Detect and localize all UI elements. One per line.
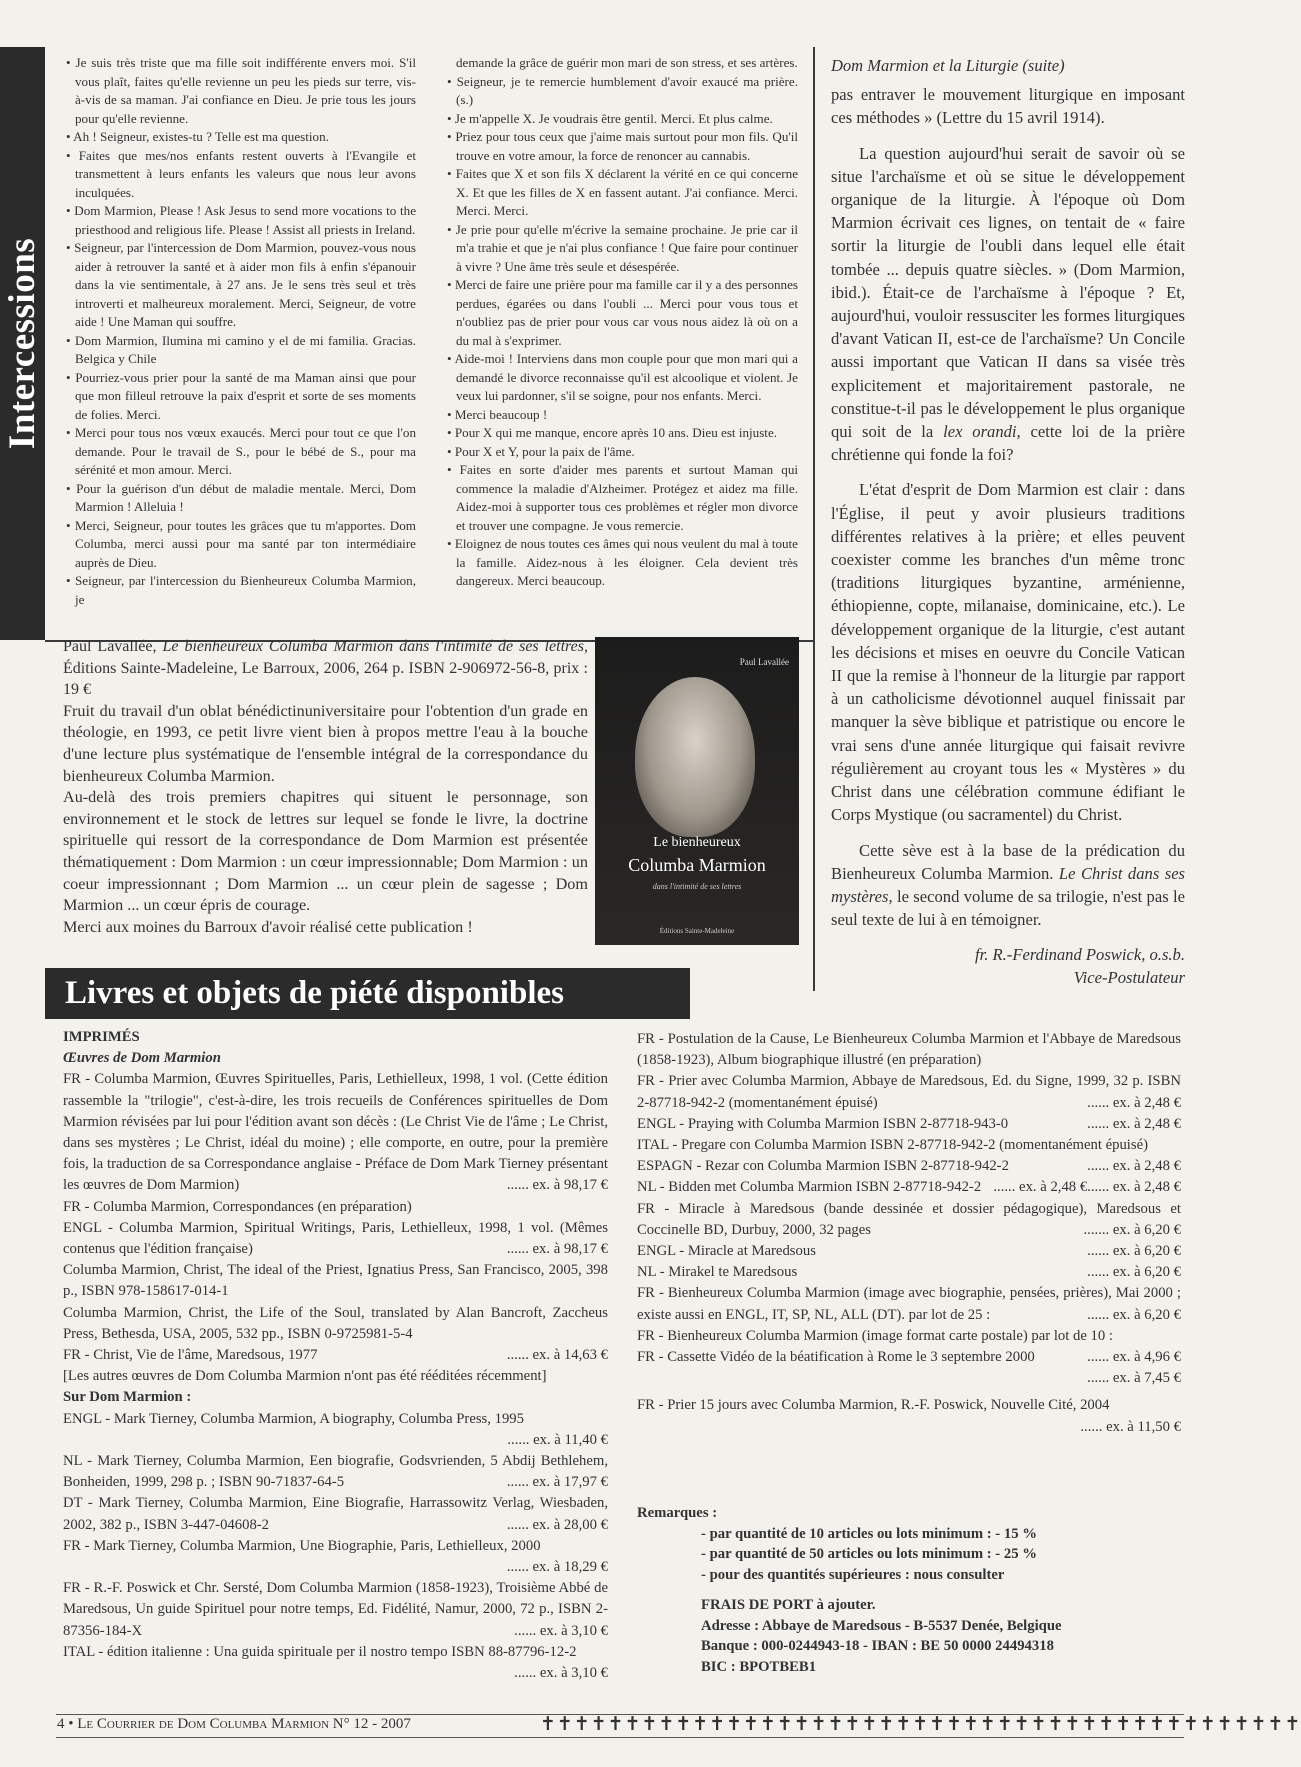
catalogue-entry: FR - Miracle à Maredsous (bande dessinée et dossier pédagogique), Maredsous et Coccinelle BD, Durbuy, 2000, 32 pages ....... ex. à 6,20 €	[637, 1200, 1181, 1238]
catalogue-entry: FR - Bienheureux Columba Marmion (image format carte postale) par lot de 10 : ...... ex. à 4,96 €	[637, 1327, 1181, 1366]
price: ...... ex. à 18,29 €	[506, 1559, 608, 1576]
cover-publisher: Éditions Sainte-Madeleine	[659, 927, 735, 935]
bic: BIC : BPOTBEB1	[701, 1658, 817, 1675]
article-liturgie	[831, 54, 1185, 989]
remark-line: - pour des quantités supérieures : nous consulter	[701, 1566, 1005, 1583]
intercession-item: • Pour X et Y, pour la paix de l'âme.	[447, 443, 798, 462]
catalogue-entry: Columba Marmion, Christ, The ideal of the Priest, Ignatius Press, San Francisco, 2005, 398 p., ISBN 978-158617-014-1	[63, 1262, 608, 1300]
page-footer: 4 • Le Courrier de Dom Columba Marmion N° 12 - 2007	[57, 1716, 411, 1732]
intercession-item: • Eloignez de nous toutes ces âmes qui nous veulent du mal à toute la famille. Aidez-nous à les éloigner. Cela devient très dangereux. Merci beaucoup.	[447, 535, 798, 591]
intercession-item: • Faites que X et son fils X déclarent la vérité en ce qui concerne X. Et que les filles de X en fassent autant. J'ai confiance. Merci. Merci. Merci.	[447, 165, 798, 221]
review-paragraph: Merci aux moines du Barroux d'avoir réalisé cette publication !	[63, 917, 473, 936]
intercession-item: • Merci, Seigneur, pour toutes les grâces que tu m'apportes. Dom Columba, merci aussi pour ma santé par ton intermédiaire auprès de Dieu.	[66, 517, 416, 573]
catalogue-entry: ENGL - Columba Marmion, Spiritual Writings, Paris, Lethielleux, 1998, 1 vol. (Mêmes contenus que l'édition française) ...... ex. à 98,17 €	[63, 1219, 608, 1258]
book-cover-image	[595, 637, 799, 945]
portrait-photo	[635, 677, 755, 837]
cover-line-1: Le bienheureux	[653, 835, 741, 850]
heading-imprimes: IMPRIMÉS	[63, 1029, 140, 1045]
cover-line-2: Columba Marmion	[628, 855, 766, 875]
intercession-item: • Je prie pour qu'elle m'écrive la semaine prochaine. Je prie car il m'a trahie et que je n'ai plus confiance ! Que faire pour continuer à vivre ? Une âme très seule et désespérée.	[447, 221, 798, 277]
remark-line: - par quantité de 10 articles ou lots minimum : - 15 %	[701, 1525, 1037, 1542]
review-paragraph: Fruit du travail d'un oblat bénédictinuniversitaire pour l'obtention d'un grade en théologie, en 1993, ce petit livre vient bien à propos mettre l'eau à la bouche d'une lecture plus systématique de l'ensemble intégral de la correspondance du bienheureux Columba Marmion.	[63, 701, 588, 785]
sidebar-banner	[0, 47, 45, 640]
catalogue-entry: FR - Postulation de la Cause, Le Bienheureux Columba Marmion et l'Abbaye de Maredsous (1858-1923), Album biographique illustré (en préparation)	[637, 1031, 1181, 1069]
intercession-item: • Faites que mes/nos enfants restent ouverts à l'Evangile et transmettent à leurs enfants les valeurs que nous leur avons inculquées.	[66, 147, 416, 203]
catalogue-entry: [Les autres œuvres de Dom Columba Marmion n'ont pas été rééditées récemment]	[63, 1368, 547, 1385]
intercessions-column-1	[66, 54, 416, 609]
intercession-item: • Merci de faire une prière pour ma famille car il y a des personnes perdues, égarées ou dans l'oubli ... Merci pour vous tous et n'oubliez pas de prier pour vous car vous nous aidez là où on a du mal à s'exprimer.	[447, 276, 798, 350]
catalogue-entry: ENGL - Miracle at Maredsous ...... ex. à 6,20 €	[637, 1243, 1181, 1260]
catalogue-right	[637, 1029, 1181, 1438]
catalogue-entry: NL - Mark Tierney, Columba Marmion, Een biografie, Godsvrienden, 5 Abdij Bethlehem, Bonheiden, 1999, 298 p. ; ISBN 90-71837-64-5 ...... ex. à 17,97 €	[63, 1453, 608, 1491]
book-review	[63, 636, 588, 938]
article-paragraph: Cette sève est à la base de la prédication du Bienheureux Columba Marmion. Le Christ dans ses mystères, le second volume de sa trilogie, n'est pas le seul texte de lui à en témoigner.	[831, 840, 1186, 930]
catalogue-entry: FR - Columba Marmion, Correspondances (en préparation)	[63, 1198, 412, 1215]
intercession-item: • Merci pour tous nos vœux exaucés. Merci pour tout ce que l'on demande. Pour le travail de S., pour le bébé de S., pour ma sérénité et mon amour. Merci.	[66, 424, 416, 480]
review-reference: Paul Lavallée, Le bienheureux Columba Marmion dans l'intimité de ses lettres, Éditions Sainte-Madeleine, Le Barroux, 2006, 264 p. ISBN 2-906972-56-8, prix : 19 €	[63, 638, 589, 699]
intercession-item: • Aide-moi ! Interviens dans mon couple pour que mon mari qui a demandé le divorce reconnaisse qu'il est alcoolique et violent. Je veux lui pardonner, s'il se soigne, pour nos enfants. Merci.	[447, 350, 798, 406]
catalogue-entry: FR - Christ, Vie de l'âme, Maredsous, 1977 ...... ex. à 14,63 €	[63, 1347, 608, 1364]
intercession-item: • Dom Marmion, Ilumina mi camino y el de mi familia. Gracias. Belgica y Chile	[66, 332, 416, 369]
remarks-label: Remarques :	[637, 1505, 718, 1521]
catalogue-entry: ENGL - Mark Tierney, Columba Marmion, A biography, Columba Press, 1995	[63, 1410, 524, 1427]
intercession-item: • Ah ! Seigneur, existes-tu ? Telle est ma question.	[66, 128, 416, 147]
intercession-item: • Seigneur, par l'intercession de Dom Marmion, pouvez-vous nous aider à retrouver la santé et à aider mon fils à enfin s'épanouir dans la vie sentimentale, à 27 ans. Je le sens très seul et très introverti et malheureux moralement. Merci, Seigneur, de votre aide ! Une Maman qui souffre.	[66, 239, 416, 332]
price: ...... ex. à 7,45 €	[1087, 1370, 1181, 1387]
catalogue-left	[63, 1027, 608, 1684]
catalogue-entry: DT - Mark Tierney, Columba Marmion, Eine Biografie, Harrassowitz Verlag, Wiesbaden, 2002, 382 p., ISBN 3-447-04608-2 ...... ex. à 28,00 €	[63, 1495, 608, 1533]
intercessions-column-2	[447, 54, 798, 591]
intercession-item: • Je m'appelle X. Je voudrais être gentil. Merci. Et plus calme.	[447, 110, 798, 129]
catalogue-entry: ENGL - Praying with Columba Marmion ISBN 2-87718-943-0 ...... ex. à 2,48 €	[637, 1115, 1181, 1132]
cover-line-3: dans l'intimité de ses lettres	[652, 882, 742, 891]
catalogue-entry: NL - Bidden met Columba Marmion ISBN 2-87718-942-2 ...... ex. à 2,48 €	[637, 1179, 1088, 1196]
catalogue-entry: ITAL - édition italienne : Una guida spirituale per il nostro tempo ISBN 88-87796-12-2 ...... ex. à 3,10 €	[63, 1643, 608, 1682]
price: ...... ex. à 11,40 €	[507, 1431, 608, 1448]
intercession-item: • Pour X qui me manque, encore après 10 ans. Dieu est injuste.	[447, 424, 798, 443]
intercession-item: • Merci beaucoup !	[447, 406, 798, 425]
bank: Banque : 000-0244943-18 - IBAN : BE 50 0000 24494318	[701, 1638, 1054, 1654]
intercession-continuation: demande la grâce de guérir mon mari de son stress, et ses artères.	[456, 55, 798, 70]
catalogue-entry: NL - Mirakel te Maredsous ...... ex. à 6,20 €	[637, 1264, 1181, 1281]
catalogue-entry: FR - Prier avec Columba Marmion, Abbaye de Maredsous, Ed. du Signe, 1999, 32 p. ISBN 2-87718-942-2 (momentanément épuisé) ...... ex. à 2,48 €	[637, 1073, 1181, 1111]
article-paragraph: pas entraver le mouvement liturgique en imposant ces méthodes » (Lettre du 15 avril 1914).	[831, 85, 1185, 128]
shipping-note: FRAIS DE PORT à ajouter.	[701, 1597, 876, 1613]
article-paragraph: L'état d'esprit de Dom Marmion est clair : dans l'Église, il peut y avoir plusieurs traditions différentes relatives à la prière; et elles peuvent coexister comme les branches d'un même tronc (traditions liturgiques byzantine, arménienne, éthiopienne, copte, milanaise, dominicaine, etc.). Le développement organique de la liturgie, c'est autant les décisions et mises en oeuvre du Concile Vatican II que la remise à l'honneur de la liturgie par rapport à un catholicisme dévotionnel auquel finissait par manquer la sève biblique et patristique ou encore le vrai sens d'une année liturgique qui faisait revivre régulièrement au croyant tous les « Mystères » du Christ dans une célébration commune édifiant le Corps Mystique (ou sacramentel) du Christ.	[831, 480, 1185, 825]
article-title: Dom Marmion et la Liturgie (suite)	[831, 56, 1065, 75]
intercession-item: • Dom Marmion, Please ! Ask Jesus to send more vocations to the priesthood and religious life. Please ! Assist all priests in Ireland.	[66, 202, 416, 239]
catalogue-entry: FR - R.-F. Poswick et Chr. Sersté, Dom Columba Marmion (1858-1923), Troisième Abbé de Maredsous, Un guide Spirituel pour notre temps, Ed. Fidélité, Namur, 2000, 72 p., ISBN 2-87356-184-X ...... ex. à 3,10 €	[63, 1580, 608, 1639]
catalogue-entry: ESPAGN - Rezar con Columba Marmion ISBN 2-87718-942-2 ...... ex. à 2,48 €	[637, 1158, 1181, 1196]
price: ...... ex. à 11,50 €	[1080, 1418, 1181, 1435]
catalogue-entry: FR - Prier 15 jours avec Columba Marmion, R.-F. Poswick, Nouvelle Cité, 2004	[637, 1397, 1110, 1414]
review-paragraph: Au-delà des trois premiers chapitres qui situent le personnage, son environnement et le stock de lettres sur lequel se fonde le livre, la doctrine spirituelle qui ressort de la correspondance de Dom Marmion est présentée thématiquement : Dom Marmion : un cœur impressionnable; Dom Marmion : un coeur impressionnant ; Dom Marmion ... un cœur plein de sagesse ; Dom Marmion ... un cœur épris de courage.	[63, 788, 588, 915]
catalogue-entry: FR - Mark Tierney, Columba Marmion, Une Biographie, Paris, Lethielleux, 2000	[63, 1537, 541, 1554]
section-banner	[45, 968, 690, 1019]
intercession-item: • Seigneur, par l'intercession du Bienheureux Columba Marmion, je	[66, 572, 416, 609]
catalogue-entry: ITAL - Pregare con Columba Marmion ISBN 2-87718-942-2 (momentanément épuisé) ...... ex. à 2,48 €	[637, 1137, 1181, 1175]
address: Adresse : Abbaye de Maredsous - B-5537 Denée, Belgique	[701, 1617, 1062, 1634]
remarks-block	[637, 1503, 1181, 1677]
intercession-item: • Pourriez-vous prier pour la santé de ma Maman ainsi que pour que mon filleul retrouve la paix d'esprit et sorte de ses moments de folies. Merci.	[66, 369, 416, 425]
section-banner-title: Livres et objets de piété disponibles	[65, 975, 564, 1011]
remark-line: - par quantité de 50 articles ou lots minimum : - 25 %	[701, 1546, 1037, 1562]
catalogue-entry: FR - Cassette Vidéo de la béatification à Rome le 3 septembre 2000	[637, 1349, 1035, 1366]
heading-oeuvres: Œuvres de Dom Marmion	[63, 1050, 221, 1067]
catalogue-entry: FR - Bienheureux Columba Marmion (image avec biographie, pensées, prières), Mai 2000 ; existe aussi en ENGL, IT, SP, NL, ALL (DT). par lot de 25 : ...... ex. à 6,20 €	[637, 1285, 1181, 1323]
sidebar-title: Intercessions	[2, 237, 43, 450]
column-divider	[813, 47, 815, 991]
article-paragraph: La question aujourd'hui serait de savoir où se situe l'archaïsme et où se situe le développement organique de la liturgie. À l'époque où Dom Marmion écrivait ces lignes, on tentait de « faire sortir la liturgie de l'oubli dans lequel elle était tombée ... depuis quatre siècles. » (Dom Marmion, ibid.). Était-ce de l'archaïsme à l'époque ? Et, aujourd'hui, vouloir ressusciter les formes liturgiques d'avant Vatican II, est-ce de l'archaïsme? Un Concile aussi important que Vatican II dans sa visée très explicitement et majoritairement pastorale, ne constitue-t-il pas le développement le plus organique qui soit de la lex orandi, cette loi de la prière chrétienne qui fonde la foi?	[831, 143, 1185, 465]
cross-border-decoration: ✝✝✝✝✝✝✝✝✝✝✝✝✝✝✝✝✝✝✝✝✝✝✝✝✝✝✝✝✝✝✝✝✝✝✝✝✝✝✝✝✝✝✝✝✝	[540, 1713, 1301, 1735]
catalogue-entry: Columba Marmion, Christ, the Life of the Soul, translated by Alan Bancroft, Zaccheus Press, Bethesda, USA, 2005, 532 pp., ISBN 0-9725981-5-4	[63, 1304, 608, 1342]
intercession-item: • Seigneur, je te remercie humblement d'avoir exaucé ma prière. (s.)	[447, 73, 798, 110]
intercession-item: • Faites en sorte d'aider mes parents et surtout Maman qui commence la maladie d'Alzheimer. Protégez et aidez ma fille. Aidez-moi à supporter tous ces problèmes et régler mon divorce et trouver une compagne. Je vous remercie.	[447, 461, 798, 535]
heading-sur: Sur Dom Marmion :	[63, 1389, 192, 1406]
intercession-item: • Priez pour tous ceux que j'aime mais surtout pour mon fils. Qu'il trouve en votre amour, la force de renoncer au cannabis.	[447, 128, 798, 165]
catalogue-entry: FR - Columba Marmion, Œuvres Spirituelles, Paris, Lethielleux, 1998, 1 vol. (Cette édition rassemble la "trilogie", c'est-à-dire, les trois recueils de Conférences spirituelles de Dom Marmion révisées par lui pour l'édition avant son décès : (Le Christ Vie de l'âme ; Le Christ, dans ses mystères ; Le Christ, idéal du moine) ; elle comporte, en outre, pour la première fois, la traduction de sa Correspondance anglaise - Préface de Dom Mark Tierney présentant les œuvres de Dom Marmion) ...... ex. à 98,17 €	[63, 1071, 608, 1194]
intercession-item: • Je suis très triste que ma fille soit indifférente envers moi. S'il vous plaît, faites qu'elle revienne un peu les pieds sur terre, vis-à-vis de sa maman. J'ai confiance en Dieu. Je prie tous les jours pour qu'elle revienne.	[66, 54, 416, 128]
intercession-item: • Pour la guérison d'un début de maladie mentale. Merci, Dom Marmion ! Alleluia !	[66, 480, 416, 517]
cover-author: Paul Lavallée	[739, 657, 789, 667]
article-signature: fr. R.-Ferdinand Poswick, o.s.b. Vice-Postulateur	[974, 945, 1185, 988]
